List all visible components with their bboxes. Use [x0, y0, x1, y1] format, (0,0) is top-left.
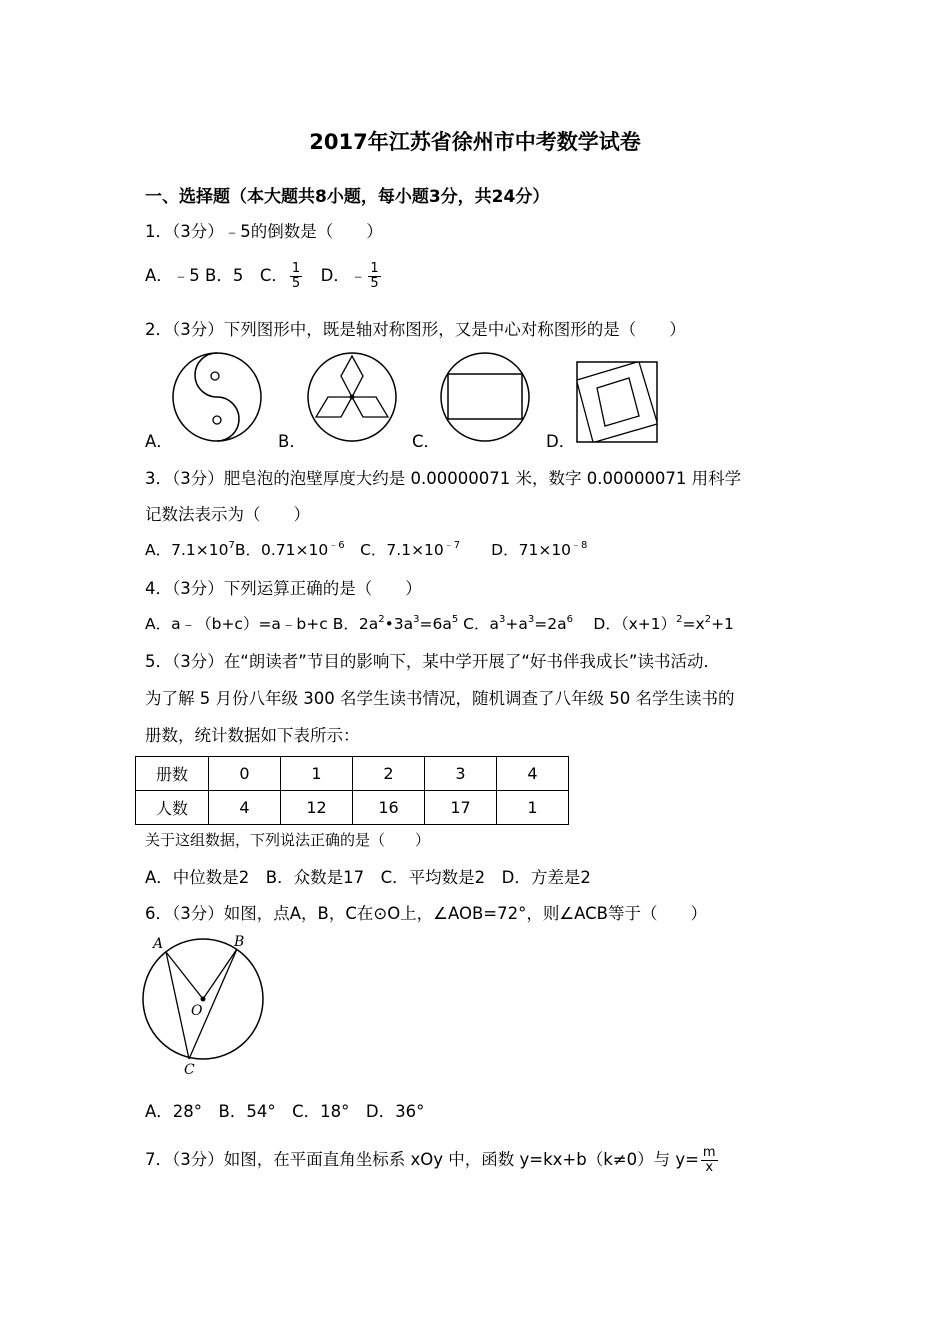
- table-cell: 人数: [136, 791, 209, 825]
- label-b: B: [234, 934, 245, 950]
- q5-stem-line1: 5．（3分）在“朗读者”节目的影响下，某中学开展了“好书伴我成长”读书活动．: [145, 652, 720, 671]
- label-o: O: [191, 1003, 203, 1019]
- q7-stem: [145, 1146, 720, 1175]
- q3-stem-line1: 3．（3分）肥皂泡的泡壁厚度大约是 0.00000071 米，数字 0.00000071 用科学: [145, 469, 742, 488]
- pinwheel-line-1: [577, 362, 637, 380]
- table-row: [136, 791, 569, 825]
- circle-rect-inner-rectangle: [448, 374, 522, 419]
- mitsubishi-center-dot: [350, 395, 355, 400]
- table-row: [136, 757, 569, 791]
- q4-stem: 4．（3分）下列运算正确的是（ ）: [145, 579, 422, 598]
- table-cell: 1: [281, 757, 353, 791]
- yin-yang-dot-top: [211, 372, 219, 380]
- q1-frac-c-num: 1: [291, 261, 301, 276]
- q1-fraction-d: [368, 262, 380, 291]
- table-cell: 12: [281, 791, 353, 825]
- q3-options: [145, 538, 587, 560]
- yin-yang-figure: [170, 350, 266, 446]
- q7-stem-text: 7．（3分）如图，在平面直角坐标系 xOy 中，函数 y=kx+b（k≠0）与 y=: [145, 1150, 699, 1169]
- q1-frac-c-den: 5: [291, 276, 301, 291]
- q7-frac-num: m: [702, 1145, 716, 1160]
- q1-frac-d-den: 5: [370, 276, 379, 291]
- q1-stem: 1．（3分）﹣5的倒数是（ ）: [145, 222, 383, 241]
- circle-rectangle-figure: [438, 350, 534, 446]
- section-heading: 一、选择题（本大题共8小题，每小题3分，共24分）: [145, 187, 550, 207]
- q7-fraction: [701, 1146, 718, 1175]
- pinwheel-line-4: [577, 382, 593, 442]
- label-a: A: [153, 936, 164, 952]
- label-c: C: [184, 1062, 195, 1078]
- table-cell: 册数: [136, 757, 209, 791]
- table-cell: 4: [497, 757, 569, 791]
- table-cell: 16: [353, 791, 425, 825]
- mitsubishi-figure: [305, 350, 401, 446]
- q4-option-b: B．$2a^2•3a^3=6a^5$: [332, 614, 459, 633]
- page-title: 2017年江苏省徐州市中考数学试卷: [309, 130, 641, 154]
- q2-label-d: D．: [546, 432, 576, 451]
- mitsubishi-diamond-right: [352, 397, 388, 417]
- q3-option-b: B．$0.71\times 10^{﹣6}$: [234, 540, 345, 559]
- q1-options-ab: A．﹣5 B．5 C．: [145, 266, 288, 285]
- q1-options: [145, 262, 383, 291]
- q4-option-c: C．$a^3+a^3=2a^6$: [463, 614, 573, 633]
- q6-options: A．28° B．54° C．18° D．36°: [145, 1102, 425, 1121]
- table-cell: 17: [425, 791, 497, 825]
- q4-options: [145, 612, 734, 634]
- q3-option-d: D．$71\times 10^{﹣8}$: [491, 540, 588, 559]
- yin-yang-s-curve: [195, 353, 239, 441]
- circle-angle-figure: [140, 932, 270, 1077]
- table-cell: 1: [497, 791, 569, 825]
- table-cell: 2: [353, 757, 425, 791]
- q2-label-c: C．: [412, 432, 441, 451]
- q6-stem: 6．（3分）如图，点A，B，C在⊙O上，∠AOB=72°，则∠ACB等于（ ）: [145, 904, 707, 923]
- q1-fraction-c: [290, 262, 302, 291]
- q5-stem-line3: 册数，统计数据如下表所示：: [145, 726, 360, 745]
- table-cell: 3: [425, 757, 497, 791]
- mitsubishi-diamond-left: [316, 397, 352, 417]
- pinwheel-inner-square: [597, 378, 639, 426]
- yin-yang-dot-bottom: [213, 416, 221, 424]
- chord-ca: [166, 952, 189, 1059]
- square-pinwheel-figure: [575, 360, 661, 446]
- q4-option-d: D．$(x+1)^2=x^2+1$: [593, 614, 734, 633]
- q5-after-table: 关于这组数据，下列说法正确的是（ ）: [145, 831, 431, 849]
- q3-option-a: A．$7.1\times 10^7$: [145, 540, 235, 559]
- pinwheel-line-3: [595, 424, 657, 442]
- q2-label-b: B．: [278, 432, 306, 451]
- q3-option-c: C．$7.1\times 10^{﹣7}$: [360, 540, 461, 559]
- q2-stem: 2．（3分）下列图形中，既是轴对称图形，又是中心对称图形的是（ ）: [145, 320, 686, 339]
- q4-option-a: A．a﹣（b+c）=a﹣b+c: [145, 615, 328, 633]
- pinwheel-outer-square: [577, 362, 657, 442]
- center-dot: [201, 997, 206, 1002]
- q5-stem-line2: 为了解 5 月份八年级 300 名学生读书情况，随机调查了八年级 50 名学生读书的: [145, 689, 735, 708]
- radius-ob: [203, 949, 237, 999]
- q7-frac-den: x: [705, 1160, 714, 1175]
- q2-label-a: A．: [145, 432, 173, 451]
- q5-options: A．中位数是2 B．众数是17 C．平均数是2 D．方差是2: [145, 868, 591, 887]
- table-cell: 4: [209, 791, 281, 825]
- q1-option-d: D．﹣: [320, 266, 367, 285]
- pinwheel-line-2: [639, 362, 657, 422]
- q1-frac-d-num: 1: [370, 261, 379, 276]
- table-cell: 0: [209, 757, 281, 791]
- mitsubishi-diamond-top: [341, 356, 363, 397]
- circle-rect-outer-circle: [441, 353, 529, 441]
- q5-data-table: [135, 756, 569, 825]
- q3-stem-line2: 记数法表示为（ ）: [145, 505, 310, 524]
